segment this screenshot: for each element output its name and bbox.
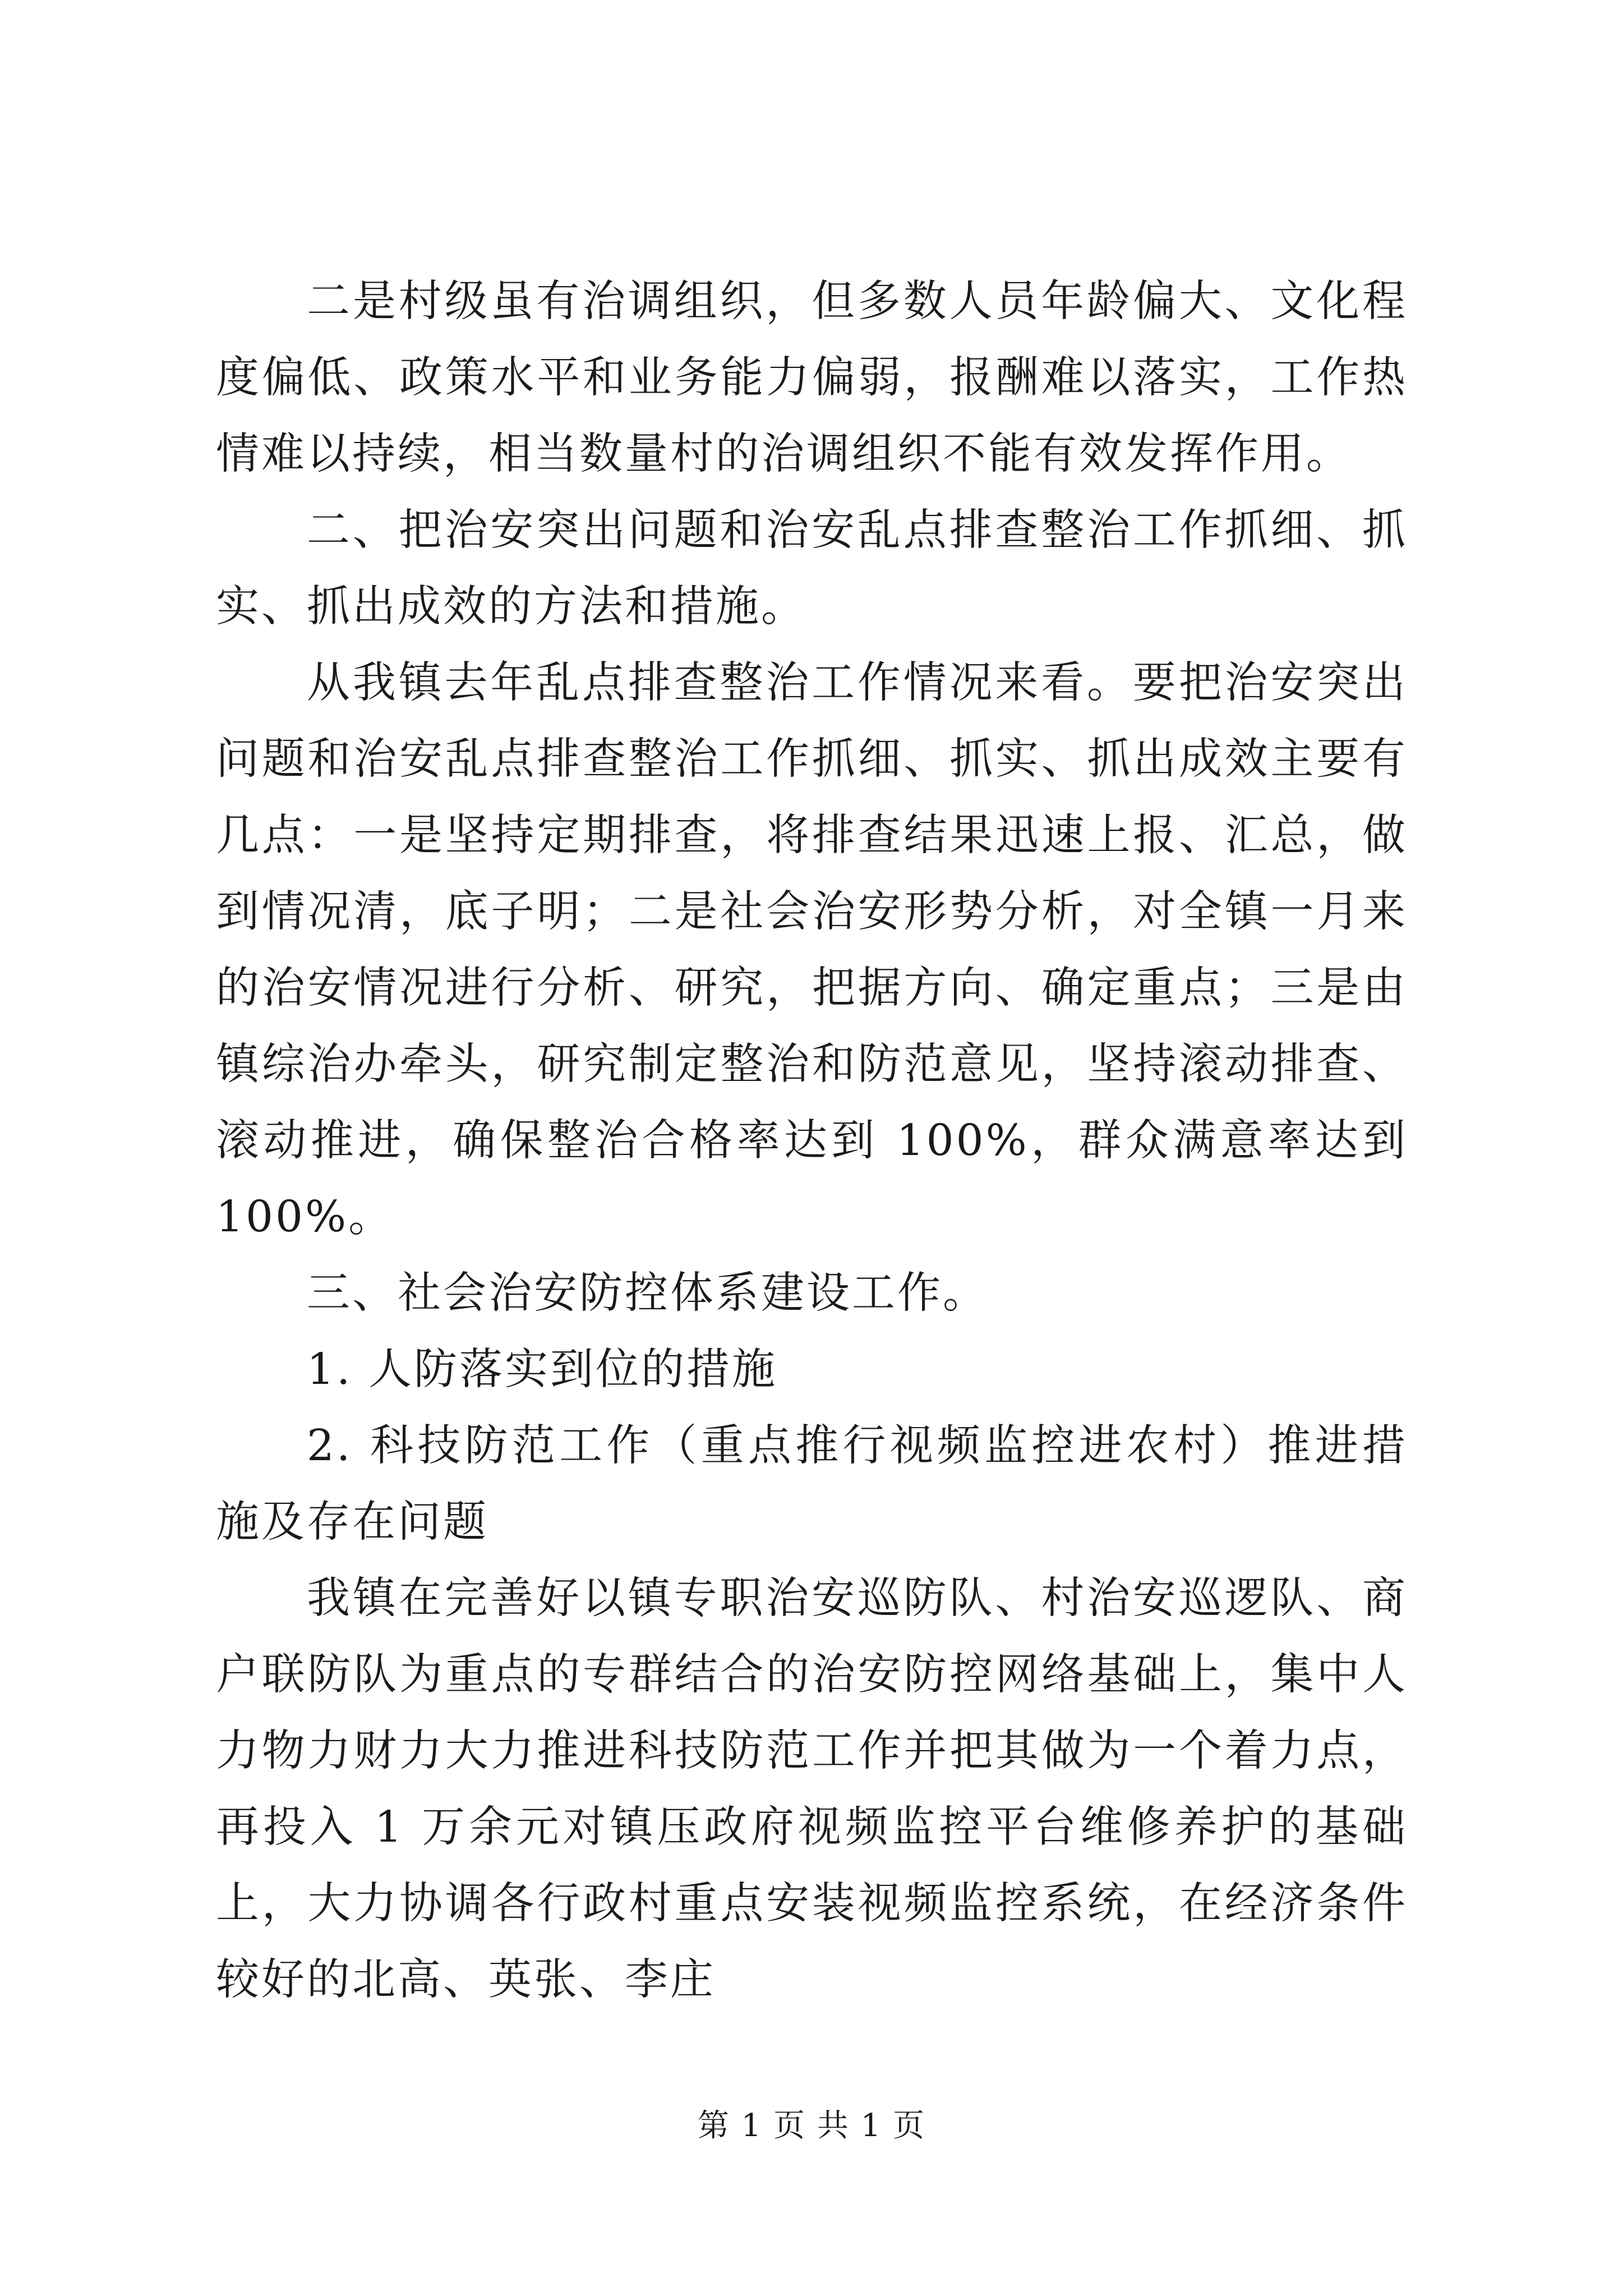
paragraph-village-mediation: 二是村级虽有治调组织，但多数人员年龄偏大、文化程度偏低、政策水平和业务能力偏弱，报酬难以落实，工作热情难以持续，相当数量村的治调组织不能有效发挥作用。: [216, 277, 1408, 479]
paragraph-town-inspection: 从我镇去年乱点排查整治工作情况来看。要把治安突出问题和治安乱点排查整治工作抓细、抓实、抓出成效主要有几点：一是坚持定期排查，将排查结果迅速上报、汇总，做到情况清，底子明；二是社会治安形势分析，对全镇一月来的治安情况进行分析、研究，把据方向、确定重点；三是由镇综治办牵头，研究制定整治和防范意见，坚持滚动排查、滚动推进，确保整治合格率达到 100%，群众满意率达到 100%。: [216, 658, 1408, 1242]
paragraph-heading-two: 二、把治安突出问题和治安乱点排查整治工作抓细、抓实、抓出成效的方法和措施。: [216, 505, 1408, 632]
paragraph-item-two: 2. 科技防范工作（重点推行视频监控进农村）推进措施及存在问题: [216, 1421, 1408, 1547]
paragraph-heading-three: 三、社会治安防控体系建设工作。: [307, 1268, 988, 1318]
document-body: [216, 264, 1408, 2018]
paragraph-tech-prevention: 我镇在完善好以镇专职治安巡防队、村治安巡逻队、商户联防队为重点的专群结合的治安防控网络基础上，集中人力物力财力大力推进科技防范工作并把其做为一个着力点，再投入 1 万余元对镇压政府视频监控平台维修养护的基础上，大力协调各行政村重点安装视频监控系统，在经济条件较好的北高、英张、李庄: [216, 1573, 1408, 2005]
page-footer: 第 1 页 共 1 页: [697, 2108, 926, 2144]
paragraph-item-one: 1. 人防落实到位的措施: [307, 1345, 777, 1395]
